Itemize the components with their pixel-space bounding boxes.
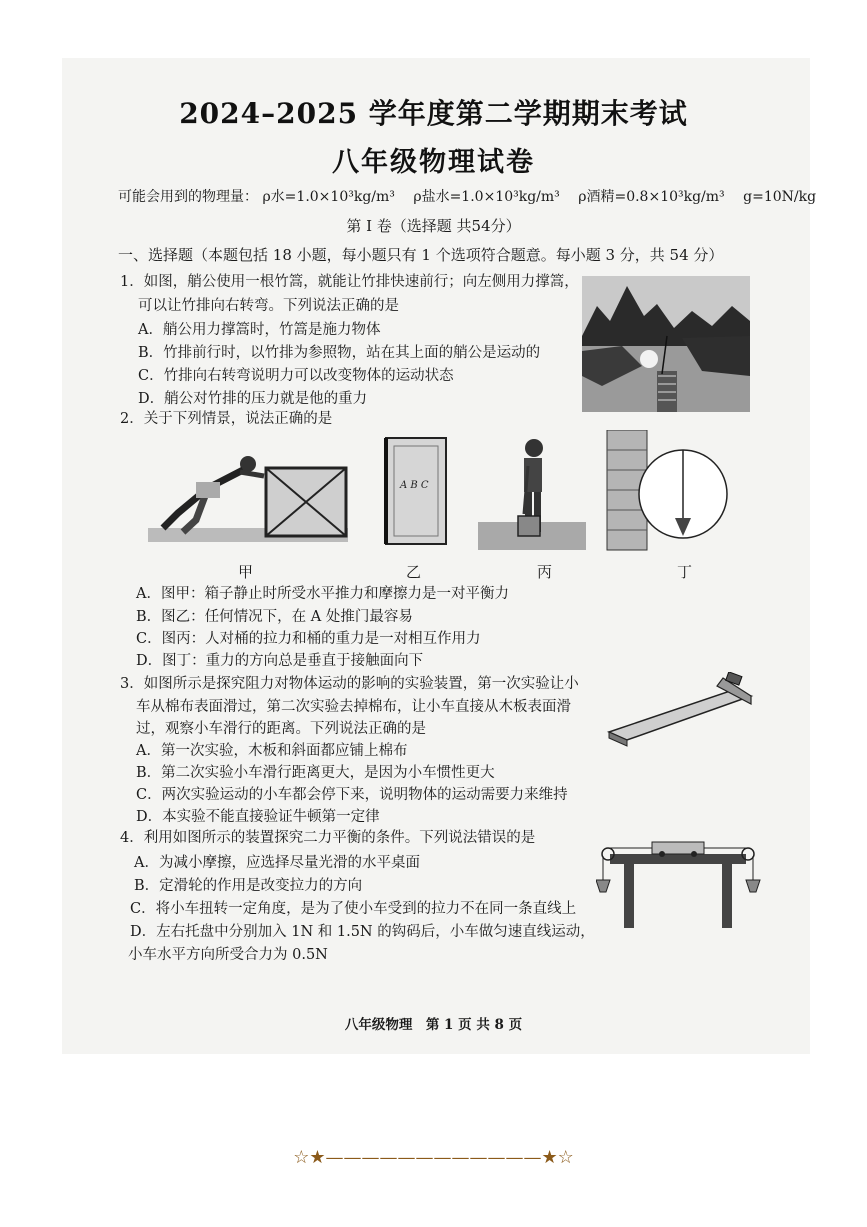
q1-option-a: A．艄公用力撑篙时，竹篙是施力物体 [138,322,381,338]
constant-alcohol-density: ρ酒精=0.8×10³kg/m³ [578,189,725,205]
q3-stem-line2: 车从棉布表面滑过，第二次实验去掉棉布，让小车直接从木板表面滑 [136,699,571,715]
exam-title: 2024–2025 学年度第二学期期末考试 [179,97,688,130]
q2-stem: 2．关于下列情景，说法正确的是 [120,411,333,427]
q2-option-a: A．图甲：箱子静止时所受水平推力和摩擦力是一对平衡力 [136,586,509,602]
figure-label-ding: 丁 [677,563,693,581]
q1-stem-line2: 可以让竹排向右转弯。下列说法正确的是 [138,298,399,314]
two-force-balance-apparatus [596,834,762,930]
q4-option-b: B．定滑轮的作用是改变拉力的方向 [134,878,363,894]
figure-jia-pushing-box [148,448,358,546]
q1-stem-line1: 1．如图，艄公使用一根竹篙，就能让竹排快速前行；向左侧用力撑篙， [120,274,579,290]
door-position-marks: A B C [400,480,429,491]
decorative-star-divider: ☆★————————————★☆ [293,1147,574,1168]
q4-option-a: A．为减小摩擦，应选择尽量光滑的水平桌面 [134,855,420,871]
constant-gravity: g=10N/kg [743,189,817,205]
page-footer: 八年级物理 第 1 页 共 8 页 [344,1017,523,1033]
q4-option-d-continued: 小车水平方向所受合力为 0.5N [128,947,328,963]
q2-option-b: B．图乙：任何情况下，在 A 处推门最容易 [136,609,413,625]
figure-ding-plumb-bob [605,430,730,554]
bamboo-raft-photo [582,276,750,412]
constant-water-density: ρ水=1.0×10³kg/m³ [262,189,395,205]
q3-stem-line1: 3．如图所示是探究阻力对物体运动的影响的实验装置，第一次实验让小 [120,676,579,692]
constants-label: 可能会用到的物理量： [118,189,258,205]
q3-option-c: C．两次实验运动的小车都会停下来，说明物体的运动需要力来维持 [136,787,568,803]
q4-option-c: C．将小车扭转一定角度，是为了使小车受到的拉力不在同一条直线上 [130,901,577,917]
q4-stem: 4．利用如图所示的装置探究二力平衡的条件。下列说法错误的是 [120,830,536,846]
q3-option-d: D．本实验不能直接验证牛顿第一定律 [136,809,380,825]
figure-bing-person-bucket [478,436,586,554]
q3-option-b: B．第二次实验小车滑行距离更大，是因为小车惯性更大 [136,765,495,781]
q1-option-d: D．艄公对竹排的压力就是他的重力 [138,391,368,407]
q3-stem-line3: 过，观察小车滑行的距离。下列说法正确的是 [136,721,426,737]
figure-yi-door [380,436,450,550]
exam-subtitle: 八年级物理试卷 [332,147,535,178]
q1-option-c: C．竹排向右转弯说明力可以改变物体的运动状态 [138,368,454,384]
q2-option-c: C．图丙：人对桶的拉力和桶的重力是一对相互作用力 [136,631,481,647]
figure-label-yi: 乙 [406,563,422,581]
q4-option-d: D．左右托盘中分别加入 1N 和 1.5N 的钩码后，小车做匀速直线运动， [130,924,595,940]
section-instructions: 一、选择题（本题包括 18 小题，每小题只有 1 个选项符合题意。每小题 3 分，共 54 分） [118,246,724,264]
figure-label-bing: 丙 [537,563,553,581]
q3-option-a: A．第一次实验，木板和斜面都应铺上棉布 [136,743,408,759]
figure-label-jia: 甲 [238,563,254,581]
incline-cart-apparatus [605,672,755,752]
physical-constants [118,186,830,206]
q1-option-b: B．竹排前行时，以竹排为参照物，站在其上面的艄公是运动的 [138,345,541,361]
constant-saltwater-density: ρ盐水=1.0×10³kg/m³ [413,189,560,205]
section-title: 第 Ⅰ 卷（选择题 共54分） [346,217,521,235]
q2-option-d: D．图丁：重力的方向总是垂直于接触面向下 [136,653,424,669]
